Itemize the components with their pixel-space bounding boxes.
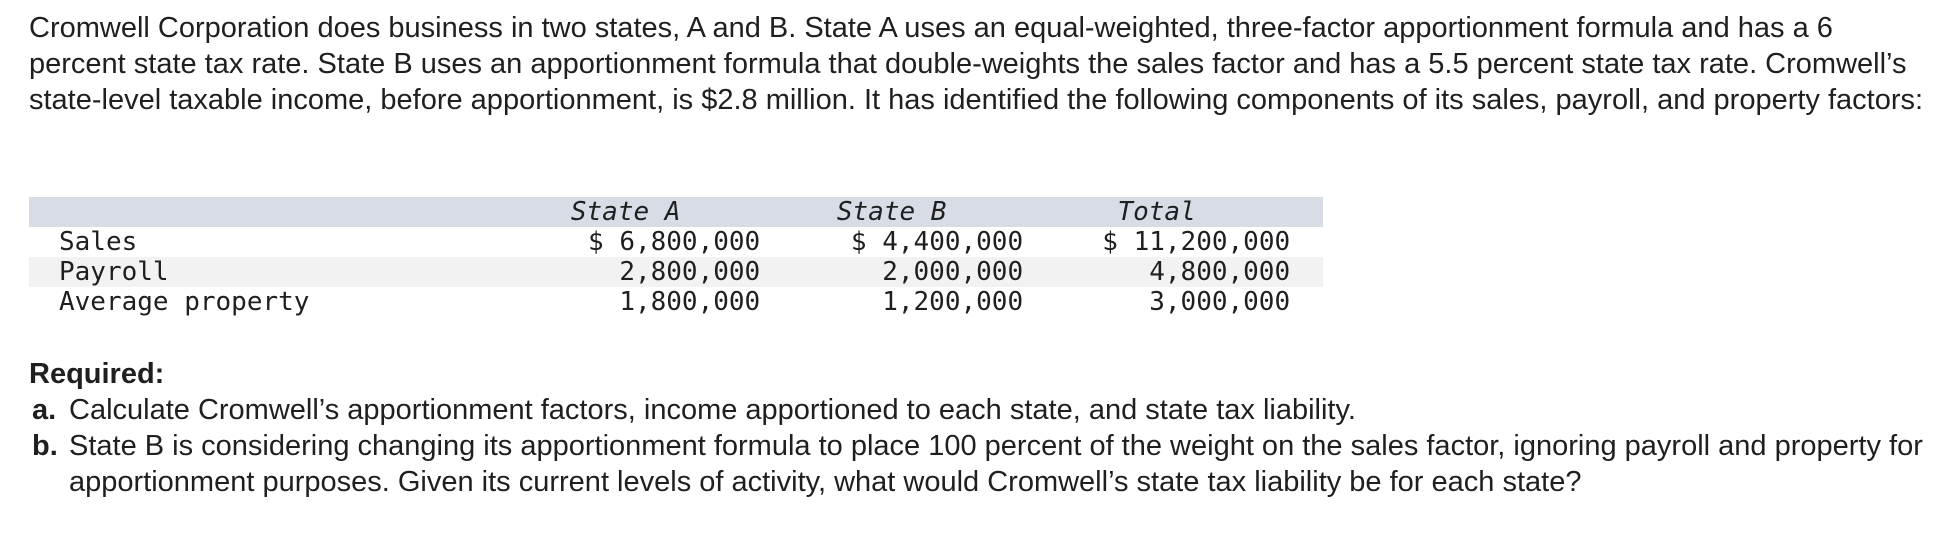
cell-state-a: 1,800,000 [619, 287, 761, 317]
cell-state-b: 1,200,000 [882, 287, 1024, 317]
problem-intro: Cromwell Corporation does business in two states, A and B. State A uses an equal-weighted, three-factor apportionment formula and has a 6 percent state tax rate. State B uses an apportionment formula that double-weights the sales factor and has a 5.5 percent state tax rate. Cromwell’s state-level taxable income, before apportionment, is $2.8 million. It has identified the following components of its sales, payroll, and property factors: [29, 12, 1924, 116]
cell-total: 4,800,000 [1149, 257, 1291, 287]
requirement-letter: a. [32, 394, 57, 426]
table-row [29, 287, 1323, 317]
table-row [29, 227, 1323, 257]
table-header-row [29, 197, 1323, 227]
row-label: Average property [59, 287, 310, 317]
required-section [29, 356, 1924, 500]
required-title: Required: [29, 358, 165, 390]
cell-total: 3,000,000 [1149, 287, 1291, 317]
requirement-text: Calculate Cromwell’s apportionment factors, income apportioned to each state, and state tax liability. [69, 394, 1356, 426]
requirement-text: State B is considering changing its apportionment formula to place 100 percent of the weight on the sales factor, ignoring payroll and property for apportionment purposes. Given its current levels of activity, what would Cromwell’s state tax liability be for each state? [69, 430, 1923, 498]
table-row [29, 257, 1323, 287]
header-label [29, 197, 491, 227]
cell-state-b: 2,000,000 [882, 257, 1024, 287]
factor-table [29, 197, 1323, 317]
requirement-b [29, 428, 1924, 500]
cell-state-a: $ 6,800,000 [588, 227, 761, 257]
row-label: Sales [59, 227, 138, 257]
cell-state-a: 2,800,000 [619, 257, 761, 287]
requirement-a [29, 392, 1924, 428]
header-state-a: State A [570, 197, 681, 227]
header-total: Total [1117, 197, 1196, 227]
requirement-letter: b. [32, 430, 58, 462]
header-state-b: State B [836, 197, 947, 227]
cell-state-b: $ 4,400,000 [850, 227, 1024, 257]
cell-total: $ 11,200,000 [1102, 227, 1291, 257]
row-label: Payroll [59, 257, 169, 287]
